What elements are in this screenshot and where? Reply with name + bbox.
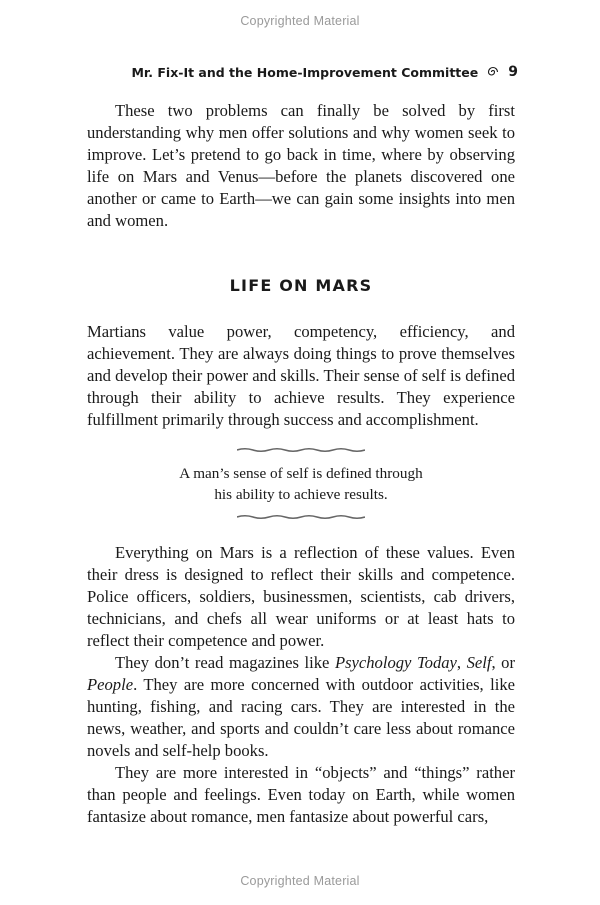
- section-paragraph-4: They are more interested in “objects” and “things” rather than people and feelings. Even today on Earth, while women fantasize about romance, men fantasize about powerful cars,: [87, 763, 515, 826]
- magazine-title-self: Self: [466, 653, 492, 672]
- pull-quote-line-1: A man’s sense of self is defined through: [179, 465, 423, 482]
- paragraph-3-start: They don’t read magazines like: [115, 653, 335, 672]
- section-paragraph-3: [87, 652, 515, 762]
- paragraph-3-end: . They are more concerned with outdoor activities, like hunting, fishing, and racing cars. They are interested in the news, weather, and sports and couldn’t care less about romance novels and self-help books.: [87, 675, 515, 760]
- paragraph-3-separator-2: , or: [491, 653, 516, 672]
- wavy-rule-top-icon: [237, 447, 365, 453]
- running-head: [108, 64, 518, 80]
- swirl-ornament-icon: [484, 66, 502, 78]
- section-heading: LIFE ON MARS: [229, 276, 373, 295]
- watermark-bottom: Copyrighted Material: [240, 874, 360, 888]
- section-paragraph-2: Everything on Mars is a reflection of these values. Even their dress is designed to reflect their skills and competence. Police officers, soldiers, businessmen, scientists, cab drivers, technicians, and chefs all wear uniforms or at least hats to reflect their competence and power.: [87, 543, 515, 650]
- pull-quote: [87, 447, 515, 520]
- running-title: Mr. Fix-It and the Home-Improvement Committee: [131, 64, 479, 80]
- pull-quote-text: [87, 463, 515, 505]
- page-number: 9: [508, 64, 518, 80]
- watermark-top: Copyrighted Material: [240, 14, 360, 28]
- section-paragraph-1-block: [87, 321, 515, 431]
- magazine-title-psychology-today: Psychology Today: [334, 653, 457, 672]
- pull-quote-line-2: his ability to achieve results.: [214, 486, 388, 503]
- magazine-title-people: People: [87, 675, 134, 694]
- section-paragraph-1: Martians value power, competency, efficiency, and achievement. They are always doing things to prove themselves and develop their power and skills. Their sense of self is defined through their ability to achieve results. They experience fulfillment primarily through success and accomplishment.: [87, 322, 515, 429]
- section-paragraphs-continued: [87, 542, 515, 828]
- wavy-rule-bottom-icon: [237, 514, 365, 520]
- intro-paragraph: These two problems can finally be solved by first understanding why men offer solutions and why women seek to improve. Let’s pretend to go back in time, where by observing life on Mars and Venus—before the planets discovered one another or came to Earth—we can gain some insights into men and women.: [87, 101, 515, 230]
- paragraph-3-separator-1: ,: [456, 653, 467, 672]
- intro-paragraph-block: [87, 100, 515, 232]
